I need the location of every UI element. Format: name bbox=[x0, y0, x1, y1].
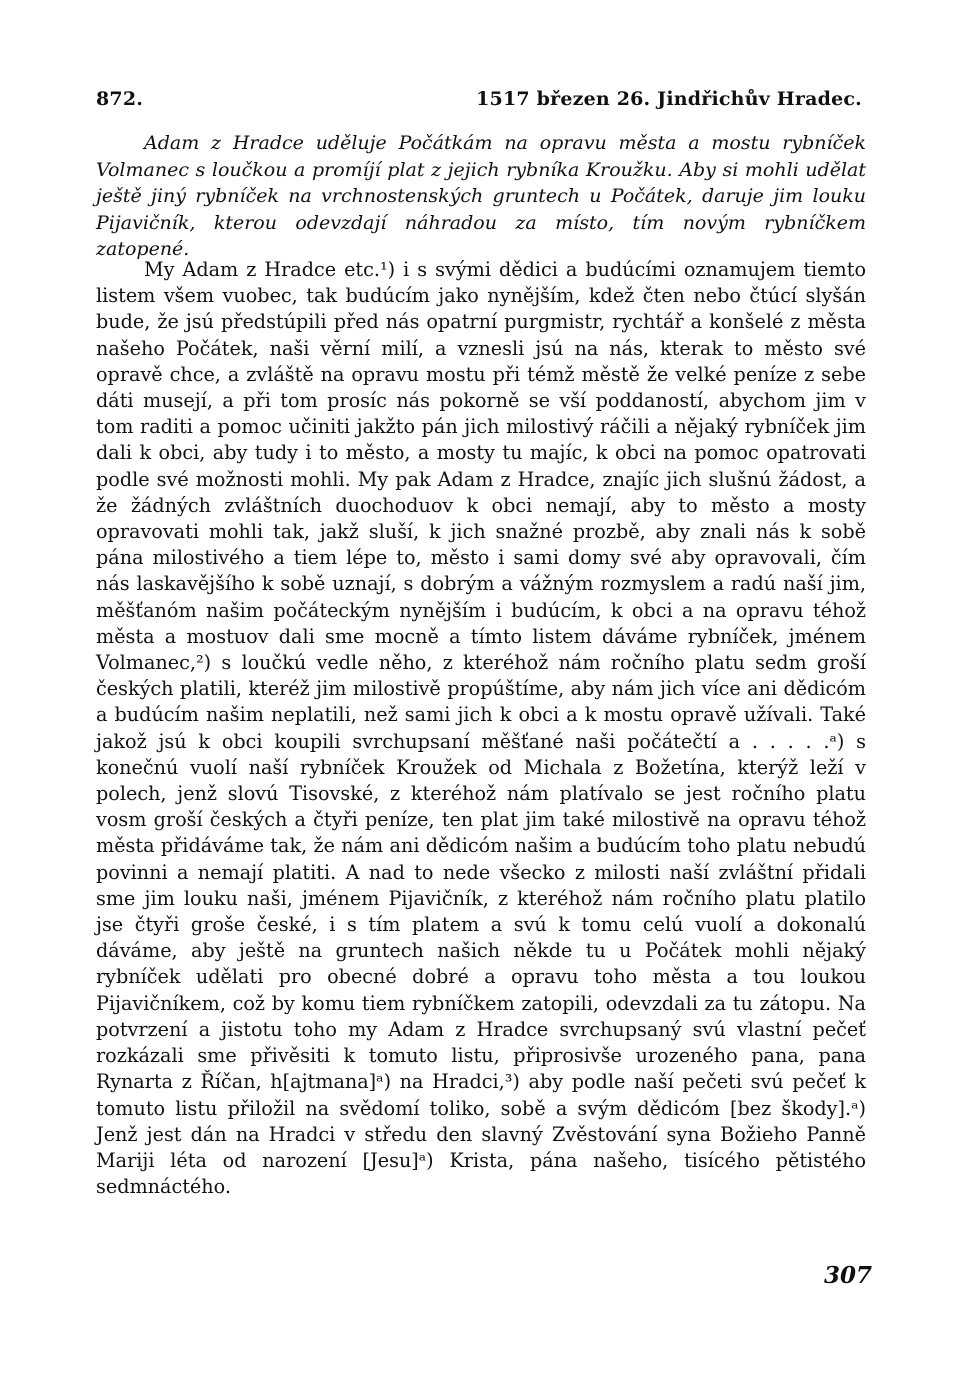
date-and-place: 1517 březen 26. Jindřichův Hradec. bbox=[476, 88, 862, 110]
document-number: 872. bbox=[96, 88, 144, 110]
running-header bbox=[96, 88, 862, 118]
regest-summary: Adam z Hradce uděluje Počátkám na opravu města a mostu rybníček Volmanec s loučkou a promíjí plat z jejich rybníka Kroužku. Aby si mohli udělat ještě jiný rybníček na vrchnostenských gruntech u Počátek, daruje jim louku Pijavičník, kterou odevzdají náhradou za místo, tím novým rybníčkem zatopené. bbox=[96, 132, 866, 260]
charter-text: My Adam z Hradce etc.¹) i s svými dědici a budúcími oznamujem tiemto listem všem vuobec, tak budúcím jako nynějším, kdež čten nebo čtúcí slyšán bude, že jsú předstúpili před nás opatrní purgmistr, rychtář a konšelé z města našeho Počátek, naši věrní milí, a vznesli jsú na nás, kterak to město své opravě chce, a zvláště na opravu mostu při témž městě že velké peníze z sebe dáti musejí, a při tom prosíc nás pokorně se vší poddaností, abychom jim v tom raditi a pomoc učiniti jakžto pán jich milostivý ráčili a nějaký rybníček jim dali k obci, aby tudy i to město, a mosty tu majíc, k obci na pomoc opatrovati podle své možnosti mohli. My pak Adam z Hradce, znajíc jich slušnú žádost, a že žádných zvláštních duochoduov k obci nemají, aby to město a mosty opravovati mohli tak, jakž sluší, k jich snažné prozbě, aby znali nás k sobě pána milostivého a tiem lépe to, město i sami domy své aby opravovali, čím nás laskavějšího k sobě uznají, s dobrým a vážným rozmyslem a radú naší jim, měšťanóm našim počáteckým nynějším i budúcím, k obci a na opravu téhož města a mostuov dali sme mocně a tímto listem dáváme rybníček, jménem Volmanec,²) s loučkú vedle něho, z kteréhož nám ročního platu sedm groší českých platili, kteréž jim milostivě propúštíme, aby nám jich více ani dědicóm a budúcím našim neplatili, než sami jich k obci a k mostu opravě užívali. Také jakož jsú k obci koupili svrchupsaní měšťané naši počátečtí a . . . . .ᵃ) s konečnú vuolí naší rybníček Kroužek od Michala z Božetína, kterýž leží v polech, jenž slovú Tisovské, z kteréhož nám platívalo se jest ročního platu vosm groší českých a čtyři peníze, ten plat jim také milostivě na opravu téhož města přidáváme tak, že nám ani dědicóm našim a budúcím toho platu nebudú povinni a nemají platiti. A nad to nede všecko z milosti naší zvláštní přidali sme jim louku naši, jménem Pijavičník, z kteréhož nám ročního platu platilo jse čtyři groše české, i s tím platem a svú k tomu celú vuolí a dokonalú dáváme, aby ještě na gruntech našich někde tu u Počátek mohli nějaký rybníček udělati pro obecné dobré a opravu toho města a tou loukou Pijavičníkem, což by komu tiem rybníčkem zatopili, odevzdali za tu zátopu. Na potvrzení a jistotu toho my Adam z Hradce svrchupsaný svú vlastní pečeť rozkázali sme přivěsiti k tomuto listu, připrosivše urozeného pana, pana Rynarta z Říčan, h[ajtmana]ᵃ) na Hradci,³) aby podle naší pečeti svú pečeť k tomuto listu přiložil na svědomí toliko, sobě a svým dědicóm [bez škody].ᵃ) Jenž jest dán na Hradci v středu den slavný Zvěstování syna Božieho Panně Mariji léta od narození [Jesu]ᵃ) Krista, pána našeho, tisícého pětistého sedmnáctého. bbox=[96, 258, 866, 1199]
page-number: 307 bbox=[824, 1262, 873, 1289]
